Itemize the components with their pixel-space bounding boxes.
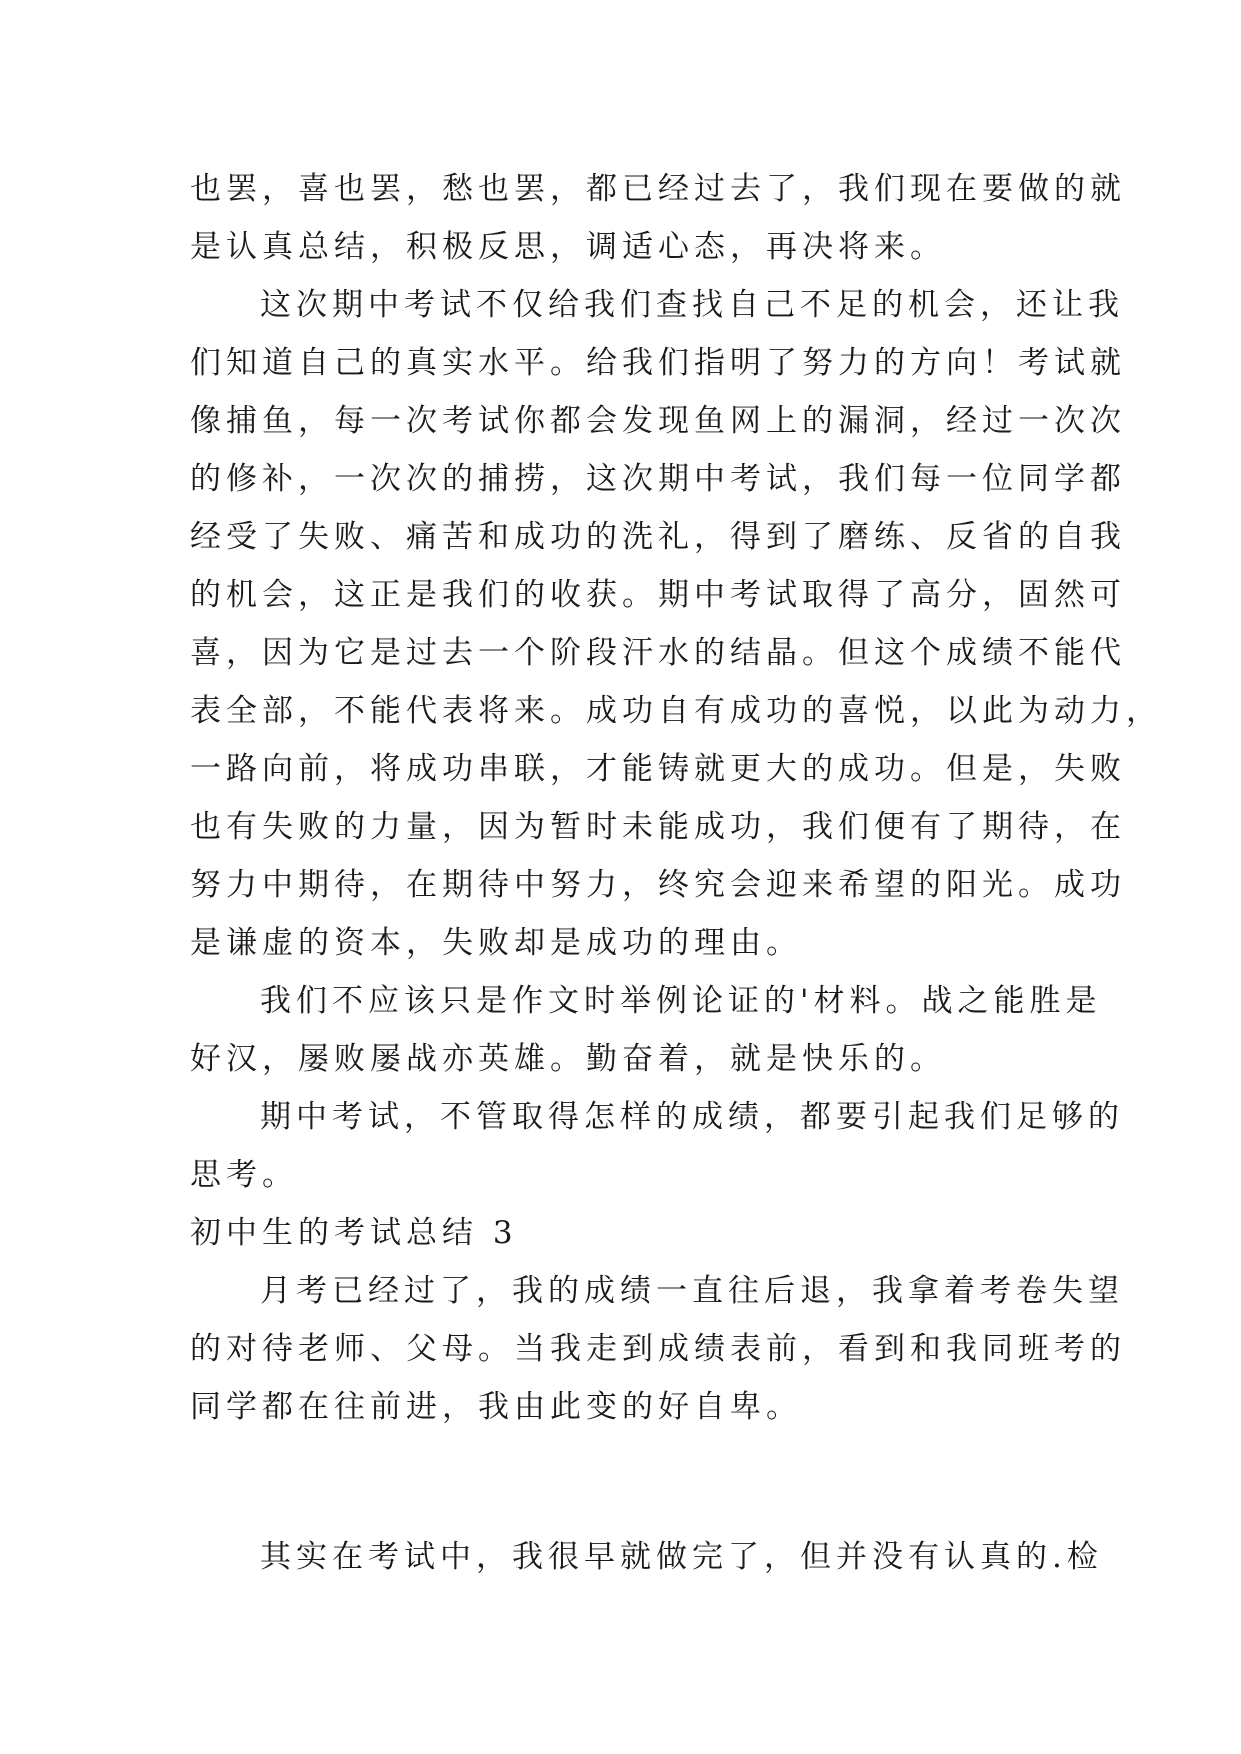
paragraph-line: 努力中期待，在期待中努力，终究会迎来希望的阳光。成功 — [190, 867, 1126, 903]
paragraph-line: 也有失败的力量，因为暂时未能成功，我们便有了期待，在 — [190, 809, 1126, 845]
paragraph-line: 同学都在往前进，我由此变的好自卑。 — [190, 1389, 802, 1425]
paragraph-line: 经受了失败、痛苦和成功的洗礼，得到了磨练、反省的自我 — [190, 519, 1126, 555]
paragraph-line: 喜，因为它是过去一个阶段汗水的结晶。但这个成绩不能代 — [190, 635, 1126, 671]
paragraph-line: 们知道自己的真实水平。给我们指明了努力的方向！考试就 — [190, 345, 1126, 381]
paragraph-line: 的机会，这正是我们的收获。期中考试取得了高分，固然可 — [190, 577, 1126, 613]
paragraph-line: 是认真总结，积极反思，调适心态，再决将来。 — [190, 229, 946, 265]
paragraph-line: 期中考试，不管取得怎样的成绩，都要引起我们足够的 — [260, 1099, 1124, 1135]
paragraph-line: 表全部，不能代表将来。成功自有成功的喜悦，以此为动力， — [190, 693, 1162, 729]
document-body — [190, 160, 1162, 1586]
paragraph-line: 的修补，一次次的捕捞，这次期中考试，我们每一位同学都 — [190, 461, 1126, 497]
paragraph-line: 像捕鱼，每一次考试你都会发现鱼网上的漏洞，经过一次次 — [190, 403, 1126, 439]
paragraph-line: 的对待老师、父母。当我走到成绩表前，看到和我同班考的 — [190, 1331, 1126, 1367]
section-heading: 初中生的考试总结 3 — [190, 1215, 518, 1251]
paragraph-line: 思考。 — [190, 1157, 298, 1193]
paragraph-line: 是谦虚的资本，失败却是成功的理由。 — [190, 925, 802, 961]
paragraph-line: 一路向前，将成功串联，才能铸就更大的成功。但是，失败 — [190, 751, 1126, 787]
paragraph-line: 我们不应该只是作文时举例论证的'材料。战之能胜是 — [260, 983, 1102, 1019]
paragraph-line: 好汉，屡败屡战亦英雄。勤奋着，就是快乐的。 — [190, 1041, 946, 1077]
paragraph-line: 其实在考试中，我很早就做完了，但并没有认真的.检 — [260, 1539, 1103, 1575]
paragraph-line: 也罢，喜也罢，愁也罢，都已经过去了，我们现在要做的就 — [190, 171, 1126, 207]
paragraph-line: 这次期中考试不仅给我们查找自己不足的机会，还让我 — [260, 287, 1124, 323]
blank-gap — [190, 1436, 1052, 1528]
paragraph-line: 月考已经过了，我的成绩一直往后退，我拿着考卷失望 — [260, 1273, 1124, 1309]
